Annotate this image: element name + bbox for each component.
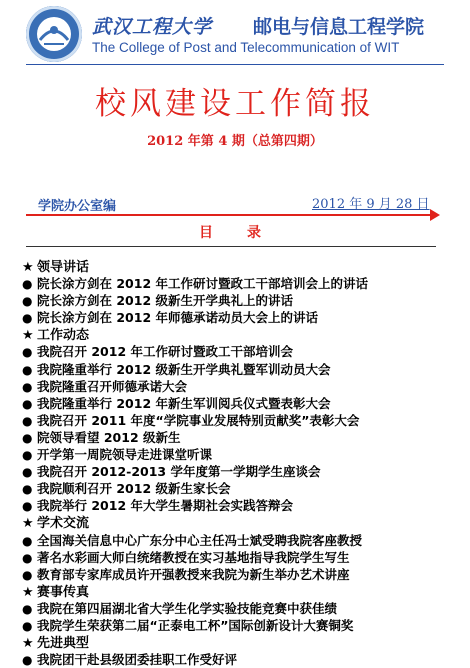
toc-item [22, 600, 462, 617]
toc-entry-text: 我院隆重举行 2012 年新生军训阅兵仪式暨表彰大会 [37, 395, 331, 411]
toc-entry-text: 我院隆重召开师德承诺大会 [37, 378, 188, 394]
toc-item [22, 361, 462, 378]
toc-item [22, 429, 462, 446]
bullet-icon: ● [22, 550, 33, 565]
toc-divider [26, 246, 436, 247]
bulletin-title: 校风建设工作简报 [95, 86, 375, 122]
toc-item [22, 617, 462, 634]
toc-entry-text: 我院召开 2012-2013 学年度第一学期学生座谈会 [37, 464, 321, 480]
toc-entry-text: 著名水彩画大师白统绪教授在实习基地指导我院学生写生 [37, 549, 350, 565]
toc-item [22, 275, 462, 292]
bullet-icon: ● [22, 567, 33, 582]
toc-entry-text: 我院召开 2011 年度“学院事业发展特别贡献奖”表彰大会 [37, 412, 360, 428]
star-icon: ★ [22, 584, 34, 600]
toc-entry-text: 教育部专家库成员许开强教授来我院为新生举办艺术讲座 [37, 566, 350, 582]
toc-entry-text: 我院举行 2012 年大学生暑期社会实践答辩会 [37, 498, 293, 514]
toc-entry-text: 我院团干赴县级团委挂职工作受好评 [37, 652, 238, 668]
toc-item [22, 412, 462, 429]
bullet-icon: ● [22, 311, 33, 326]
toc-title: 目 录 [199, 225, 271, 241]
toc-entry-text: 我院召开 2012 年工作研讨暨政工干部培训会 [37, 344, 293, 360]
toc-item [22, 309, 462, 326]
toc-entry-text: 领导讲话 [37, 260, 90, 275]
toc-item [22, 497, 462, 514]
university-seal-icon [26, 6, 82, 62]
toc-item [22, 566, 462, 583]
toc-entry-text: 院长涂方剑在 2012 年师德承诺动员大会上的讲话 [37, 310, 318, 326]
toc-entry-text: 院长涂方剑在 2012 级新生开学典礼上的讲话 [37, 293, 293, 309]
bullet-icon: ● [22, 396, 33, 411]
bullet-icon: ● [22, 430, 33, 445]
toc-entry-text: 我院顺利召开 2012 级新生家长会 [37, 481, 231, 497]
toc-entry-text: 我院学生荣获第二届“正泰电工杯”国际创新设计大赛铜奖 [37, 617, 354, 633]
college-name-en: The College of Post and Telecommunication of WIT [92, 40, 400, 55]
toc-item [22, 343, 462, 360]
bullet-icon: ● [22, 618, 33, 633]
bullet-icon: ● [22, 413, 33, 428]
toc-item [22, 532, 462, 549]
issue-number: 2012 年第 4 期（总第四期） [147, 134, 323, 149]
toc-entry-text: 院长涂方剑在 2012 年工作研讨暨政工干部培训会上的讲话 [37, 276, 368, 292]
college-name-cn: 邮电与信息工程学院 [253, 16, 425, 38]
toc-item [22, 446, 462, 463]
toc-item [22, 378, 462, 395]
star-icon: ★ [22, 260, 34, 275]
toc-section-heading [22, 258, 462, 275]
bullet-icon: ● [22, 601, 33, 616]
star-icon: ★ [22, 328, 34, 344]
toc-entry-text: 工作动态 [37, 328, 90, 344]
star-icon: ★ [22, 516, 34, 532]
university-name: 武汉工程大学 [92, 16, 213, 38]
toc-item [22, 395, 462, 412]
bullet-icon: ● [22, 465, 33, 480]
bullet-icon: ● [22, 277, 33, 292]
toc-item [22, 549, 462, 566]
bullet-icon: ● [22, 653, 33, 668]
toc-item [22, 480, 462, 497]
bullet-icon: ● [22, 379, 33, 394]
toc-entry-text: 赛事传真 [37, 584, 90, 600]
bullet-icon: ● [22, 362, 33, 377]
toc-entry-text: 学术交流 [37, 516, 90, 532]
bullet-icon: ● [22, 448, 33, 463]
editor-office: 学院办公室编 [38, 199, 117, 214]
publish-date: 2012 年 9 月 28 日 [312, 197, 430, 212]
bullet-icon: ● [22, 499, 33, 514]
toc-section-heading [22, 583, 462, 600]
bullet-icon: ● [22, 345, 33, 360]
toc-entry-text: 先进典型 [37, 636, 90, 652]
star-icon: ★ [22, 636, 34, 652]
red-divider [26, 214, 436, 216]
toc-entry-text: 我院在第四届湖北省大学生化学实验技能竞赛中获佳绩 [37, 600, 338, 616]
toc-entry-text: 全国海关信息中心广东分中心主任冯士斌受聘我院客座教授 [37, 532, 363, 548]
table-of-contents [22, 258, 462, 668]
divider-arrow-icon [430, 209, 440, 221]
bullet-icon: ● [22, 482, 33, 497]
bullet-icon: ● [22, 294, 33, 309]
toc-item [22, 463, 462, 480]
toc-entry-text: 院领导看望 2012 级新生 [37, 429, 181, 445]
toc-item [22, 292, 462, 309]
header-divider [26, 64, 444, 65]
bullet-icon: ● [22, 533, 33, 548]
toc-section-heading [22, 514, 462, 531]
toc-entry-text: 开学第一周院领导走进课堂听课 [37, 447, 213, 463]
toc-section-heading [22, 634, 462, 651]
toc-entry-text: 我院隆重举行 2012 级新生开学典礼暨军训动员大会 [37, 361, 331, 377]
toc-section-heading [22, 326, 462, 343]
